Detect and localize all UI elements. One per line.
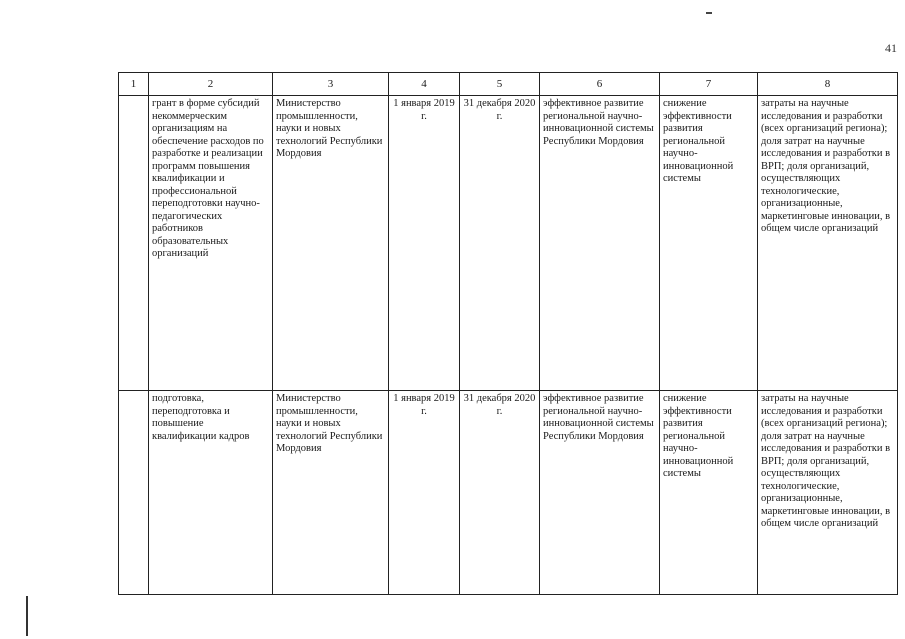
header-row — [119, 73, 898, 96]
scan-artifact — [706, 12, 712, 14]
indicators-cell: затраты на научные исследования и разработки (всех организаций региона); доля затрат на научные исследования и разработки в ВРП; доля организаций, осуществляющих технологические, организационные, маркетинговые инновации, в общем числе организаций — [758, 391, 898, 595]
header-col-3: 3 — [273, 73, 389, 96]
page-number: 41 — [885, 41, 897, 55]
row-number-cell — [119, 96, 149, 391]
table-row — [119, 391, 898, 595]
header-col-5: 5 — [460, 73, 540, 96]
measure-cell: грант в форме субсидий некоммерческим организациям на обеспечение расходов по разработке и реализации программ повышения квалификации и профессиональной переподготовки научно-педагогических работников образовательных организаций — [149, 96, 273, 391]
scan-edge — [26, 596, 28, 636]
risk-cell: снижение эффективности развития региональной научно-инновационной системы — [660, 96, 758, 391]
header-col-2: 2 — [149, 73, 273, 96]
executor-cell: Министерство промышленности, науки и новых технологий Республики Мордовия — [273, 96, 389, 391]
header-col-4: 4 — [389, 73, 460, 96]
end-date-cell: 31 декабря 2020 г. — [460, 391, 540, 595]
measure-cell: подготовка, переподготовка и повышение квалификации кадров — [149, 391, 273, 595]
result-cell: эффективное развитие региональной научно-инновационной системы Республики Мордовия — [540, 391, 660, 595]
table-row — [119, 96, 898, 391]
header-col-7: 7 — [660, 73, 758, 96]
header-col-1: 1 — [119, 73, 149, 96]
start-date-cell: 1 января 2019 г. — [389, 391, 460, 595]
executor-cell: Министерство промышленности, науки и новых технологий Республики Мордовия — [273, 391, 389, 595]
header-col-8: 8 — [758, 73, 898, 96]
result-cell: эффективное развитие региональной научно-инновационной системы Республики Мордовия — [540, 96, 660, 391]
indicators-cell: затраты на научные исследования и разработки (всех организаций региона); доля затрат на научные исследования и разработки в ВРП; доля организаций, осуществляющих технологические, организационные, маркетинговые инновации, в общем числе организаций — [758, 96, 898, 391]
header-col-6: 6 — [540, 73, 660, 96]
measures-table — [118, 72, 898, 595]
end-date-cell: 31 декабря 2020 г. — [460, 96, 540, 391]
start-date-cell: 1 января 2019 г. — [389, 96, 460, 391]
risk-cell: снижение эффективности развития региональной научно-инновационной системы — [660, 391, 758, 595]
row-number-cell — [119, 391, 149, 595]
